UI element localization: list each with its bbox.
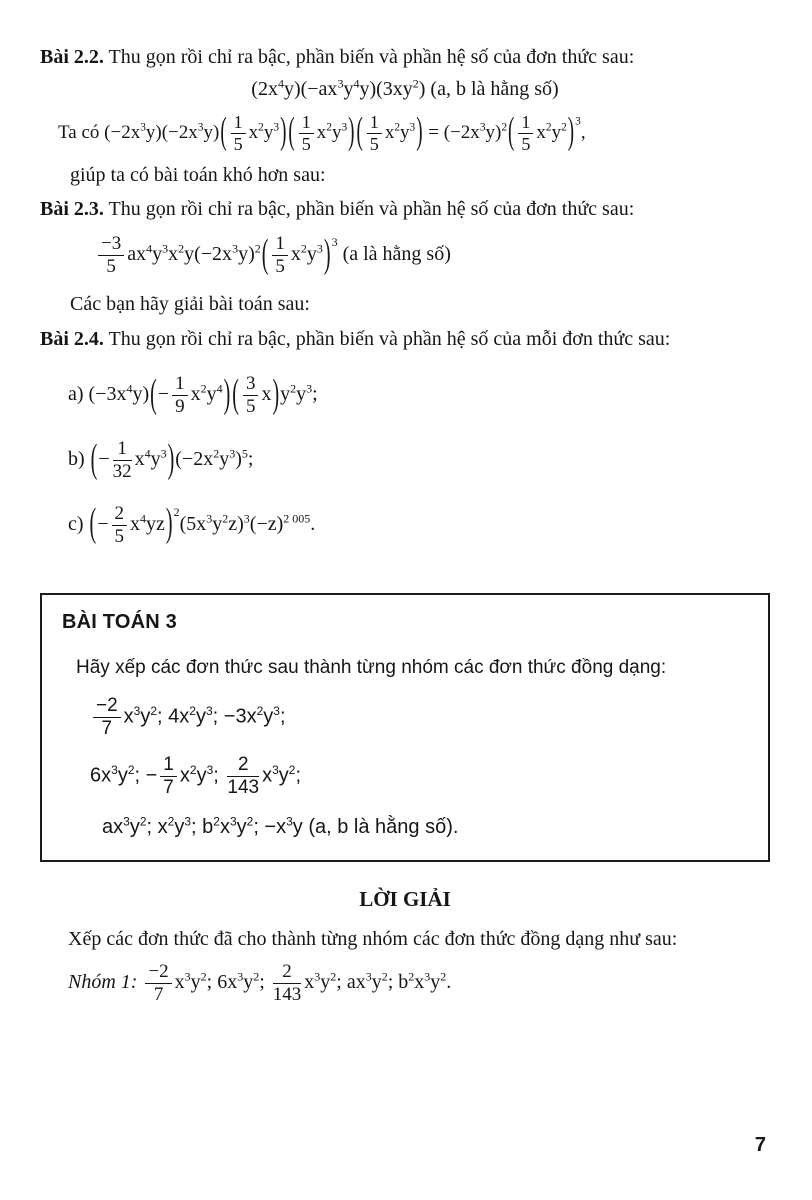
group-1-label: Nhóm 1:: [68, 971, 138, 994]
exercise-2-3-formula: $\frac{-3}{5}$ $ax^4y^3x^2y(-2x^3y)^2$( $\frac{1}{5}$ $x^2y^3)^3$ (a là hằng số): [40, 234, 770, 277]
exercise-2-3-note: Các bạn hãy giải bài toán sau:: [70, 293, 310, 316]
problem-3-line-3: $ax^3y^2$; $x^2y^3$; $b^2x^3y^2$; $-x^3y$ (a, b là hằng số).: [102, 814, 459, 838]
problem-3-line-2: $6x^3y^2$; − $\frac{1}{7}$ $x^2y^3$; $\frac{2}{143}$ $x^3y^2$;: [90, 754, 302, 798]
solution-intro: Xếp các đơn thức đã cho thành từng nhóm các đơn thức đồng dạng như sau:: [68, 928, 678, 951]
exercise-2-4-item-b: [40, 439, 770, 482]
item-b-formula: (− $\frac{1}{32}$ $x^4y^3)(-2x^2y^3)^5$;: [90, 437, 254, 482]
exercise-2-4-paragraph: [40, 326, 770, 352]
problem-3-title: BÀI TOÁN 3: [62, 610, 177, 633]
item-a-formula: $(-3x^4y)(-$ $\frac{1}{9}$ $x^2y^4$) ( $\frac{3}{5}$ $x)y^2y^3$;: [88, 372, 318, 418]
exercise-2-3-paragraph: [40, 196, 770, 222]
exercise-2-2-prompt: Thu gọn rồi chỉ ra bậc, phần biến và phần hệ số của đơn thức sau:: [108, 46, 635, 68]
exercise-2-2-note: giúp ta có bài toán khó hơn sau:: [70, 163, 326, 186]
page-number: 7: [754, 1134, 766, 1156]
solution-group-1: [40, 962, 770, 1005]
exercise-2-2-derivation: Ta có $(-2x^3y)(-2x^3y)$( $\frac{1}{5}$ $x^2y^3$) ( $\frac{1}{5}$ $x^2y^3$) ( $\frac{1}{5}$ $x^2y^3) = (-2x^3y)^2$( $\frac{1}{5}$ $x^2y^2)^3$,: [58, 111, 586, 154]
exercise-2-2-label: Bài 2.2.: [40, 46, 104, 68]
exercise-2-3-label: Bài 2.3.: [40, 198, 104, 221]
item-a-tag: a): [68, 383, 84, 406]
item-c-tag: c): [68, 512, 84, 535]
problem-3-box: [40, 593, 770, 863]
solution-title: LỜI GIẢI: [359, 887, 451, 912]
problem-3-line-1: $\frac{-2}{7}$ $x^3y^2$; $4x^2y^3$; $-3x^2y^3$;: [90, 696, 750, 739]
exercise-2-4-item-a: [40, 374, 770, 417]
group-1-formula: $\frac{-2}{7}$ $x^3y^2$; $6x^3y^2$; $\frac{2}{143}$ $x^3y^2$; $ax^3y^2$; $b^2x^3y^2$.: [142, 971, 451, 993]
exercise-2-3-prompt: Thu gọn rồi chỉ ra bậc, phần biến và phần hệ số của đơn thức sau:: [108, 198, 635, 221]
exercise-2-4-label: Bài 2.4.: [40, 327, 104, 350]
exercise-2-4-item-c: [40, 501, 770, 547]
item-c-formula: (− $\frac{2}{5}$ $x^4yz)^2(5x^3y^2z)^3(-z)^{2 005}$.: [89, 501, 316, 547]
item-b-tag: b): [68, 448, 85, 470]
problem-3-prompt: Hãy xếp các đơn thức sau thành từng nhóm các đơn thức đồng dạng:: [76, 657, 667, 679]
exercise-2-2-paragraph: [40, 44, 770, 70]
exercise-2-4-prompt: Thu gọn rồi chỉ ra bậc, phần biến và phần hệ số của mỗi đơn thức sau:: [108, 327, 671, 350]
exercise-2-2-formula: $(2x^4y)(-ax^3y^4y)(3xy^2)$ (a, b là hằng số): [251, 76, 559, 101]
